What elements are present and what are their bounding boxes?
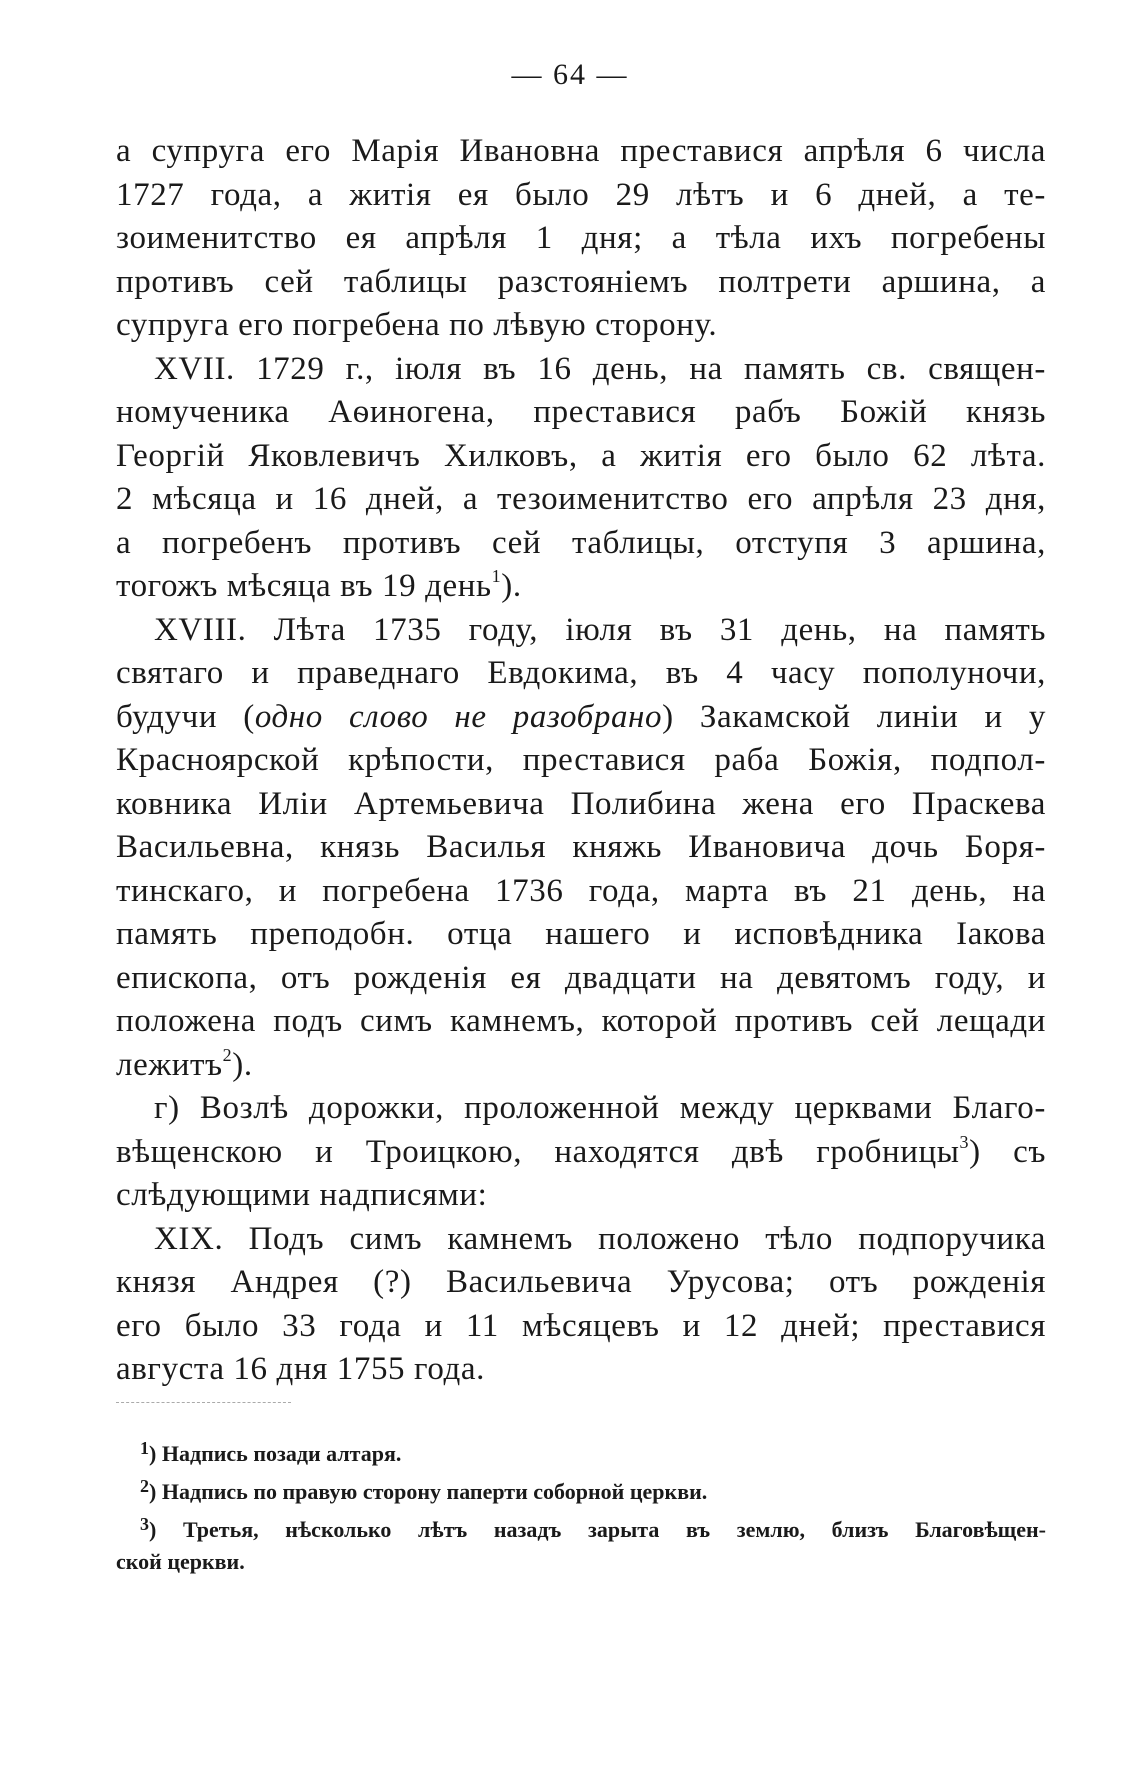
- text-segment: святаго и праведнаго Евдокима, въ 4 часу пополуночи,: [116, 655, 1046, 691]
- text-segment: князя Андрея (?) Васильевича Урусова; отъ рожденія: [116, 1264, 1046, 1300]
- footnote-reference: 2: [222, 1044, 233, 1065]
- text-line: [116, 1174, 1046, 1218]
- text-segment: а погребенъ противъ сей таблицы, отступя 3 аршина,: [116, 524, 1046, 561]
- text-segment: ).: [501, 568, 522, 604]
- footnote: [116, 1508, 1046, 1546]
- footnote-reference: 3: [959, 1131, 970, 1152]
- text-segment: ) съ: [969, 1133, 1046, 1170]
- text-line: [116, 391, 1046, 435]
- italic-note: одно слово не разобрано: [254, 698, 663, 735]
- text-segment: XIX. Подъ симъ камнемъ положено тѣло подпоручика: [154, 1220, 1046, 1257]
- footnote: [116, 1432, 1046, 1470]
- footnote-mark: 2: [140, 1476, 149, 1496]
- text-line: [116, 1131, 1046, 1175]
- text-line: [116, 348, 1046, 392]
- text-line: [116, 478, 1046, 522]
- text-line: [116, 565, 1046, 609]
- text-segment: вѣщенскою и Троицкою, находятся двѣ гробницы: [116, 1133, 960, 1170]
- footnotes: [116, 1432, 1046, 1578]
- text-line: [116, 304, 1046, 348]
- text-line: [116, 130, 1046, 174]
- text-line: [116, 957, 1046, 1001]
- text-segment: зоименитство ея апрѣля 1 дня; а тѣла ихъ погребены: [116, 220, 1046, 256]
- text-line: [116, 1305, 1046, 1349]
- text-line: [116, 652, 1046, 696]
- text-segment: лежитъ: [116, 1046, 223, 1083]
- text-line: [116, 435, 1046, 479]
- footnote: [116, 1470, 1046, 1508]
- text-line: [116, 1218, 1046, 1262]
- text-segment: августа 16 дня 1755 года.: [116, 1351, 485, 1387]
- text-line: [116, 870, 1046, 914]
- footnote-divider: [116, 1402, 291, 1403]
- text-segment: ) Закамской линіи и у: [662, 698, 1046, 735]
- text-segment: тинскаго, и погребена 1736 года, марта въ 21 день, на: [116, 872, 1046, 909]
- text-line: [116, 696, 1046, 740]
- text-line: [116, 1087, 1046, 1131]
- text-line: [116, 783, 1046, 827]
- main-text: [116, 130, 1046, 1392]
- footnote-mark: 1: [140, 1438, 149, 1458]
- footnote-text: ской церкви.: [116, 1549, 245, 1574]
- footnote: [116, 1546, 1046, 1578]
- text-line: [116, 174, 1046, 218]
- text-segment: противъ сей таблицы разстояніемъ полтрети аршина, а: [116, 263, 1046, 300]
- text-segment: ковника Иліи Артемьевича Полибина жена его Праскева: [116, 785, 1046, 822]
- text-segment: тогожъ мѣсяца въ 19 день: [116, 568, 492, 604]
- text-segment: XVIII. Лѣта 1735 году, іюля въ 31 день, на память: [154, 611, 1046, 648]
- footnote-mark: 3: [140, 1514, 149, 1534]
- text-segment: память преподобн. отца нашего и исповѣдника Іакова: [116, 916, 1046, 952]
- text-segment: супруга его погребена по лѣвую сторону.: [116, 307, 718, 343]
- text-line: [116, 217, 1046, 261]
- text-line: [116, 1348, 1046, 1392]
- text-segment: Васильевна, князь Василья княжь Ивановича дочь Боря-: [116, 829, 1046, 865]
- text-line: [116, 826, 1046, 870]
- text-segment: Георгій Яковлевичъ Хилковъ, а житія его было 62 лѣта.: [116, 437, 1046, 474]
- text-line: [116, 1000, 1046, 1044]
- text-segment: 1727 года, а житія ея было 29 лѣтъ и 6 дней, а те-: [116, 176, 1046, 213]
- text-segment: Красноярской крѣпости, преставися раба Божія, подпол-: [116, 742, 1046, 778]
- text-segment: его было 33 года и 11 мѣсяцевъ и 12 дней; преставися: [116, 1307, 1046, 1344]
- text-line: [116, 1044, 1046, 1088]
- text-segment: номученика Аѳиногена, преставися рабъ Божій князь: [116, 394, 1046, 430]
- text-line: [116, 609, 1046, 653]
- text-segment: слѣдующими надписями:: [116, 1177, 488, 1213]
- footnote-text: ) Надпись позади алтаря.: [149, 1441, 402, 1466]
- text-segment: ).: [232, 1046, 253, 1083]
- footnote-reference: 1: [491, 566, 502, 586]
- text-line: [116, 522, 1046, 566]
- text-segment: положена подъ симъ камнемъ, которой противъ сей лещади: [116, 1003, 1046, 1039]
- text-segment: будучи (: [116, 698, 255, 735]
- text-segment: а супруга его Марія Ивановна преставися апрѣля 6 числа: [116, 133, 1046, 169]
- text-line: [116, 1261, 1046, 1305]
- page-number: — 64 —: [511, 58, 629, 91]
- footnote-text: ) Надпись по правую сторону паперти соборной церкви.: [149, 1479, 708, 1504]
- text-line: [116, 739, 1046, 783]
- text-line: [116, 261, 1046, 305]
- footnote-text: ) Третья, нѣсколько лѣтъ назадъ зарыта въ землю, близъ Благовѣщен-: [149, 1517, 1046, 1542]
- text-segment: епископа, отъ рожденія ея двадцати на девятомъ году, и: [116, 959, 1046, 996]
- text-segment: 2 мѣсяца и 16 дней, а тезоименитство его апрѣля 23 дня,: [116, 481, 1046, 517]
- text-segment: XVII. 1729 г., іюля въ 16 день, на память св. священ-: [154, 350, 1046, 387]
- text-segment: г) Возлѣ дорожки, проложенной между церквами Благо-: [154, 1090, 1046, 1126]
- text-line: [116, 913, 1046, 957]
